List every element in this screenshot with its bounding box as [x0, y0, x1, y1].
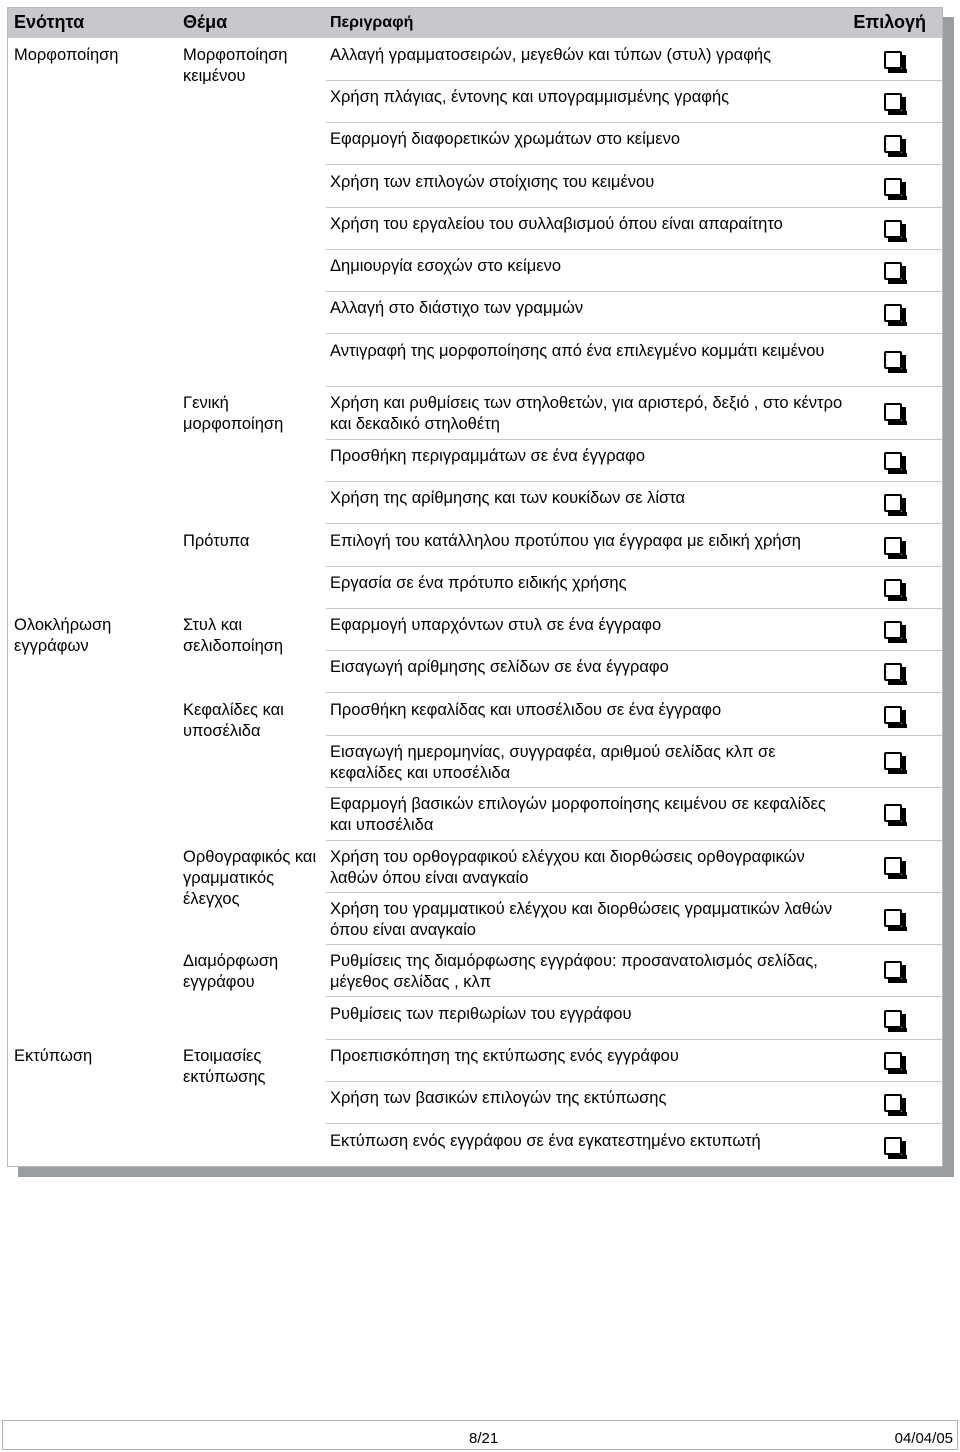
item-description: Εισαγωγή ημερομηνίας, συγγραφέα, αριθμού σελίδας κλπ σε κεφαλίδες και υποσέλιδα: [330, 743, 776, 782]
item-description: Προεπισκόπηση της εκτύπωσης ενός εγγράφου: [330, 1047, 679, 1065]
checkbox[interactable]: [884, 752, 902, 770]
row-divider: [326, 840, 942, 841]
item-description: Επιλογή του κατάλληλου προτύπου για έγγραφα με ειδική χρήση: [330, 532, 801, 550]
row-divider: [326, 996, 942, 997]
item-description: Χρήση των βασικών επιλογών της εκτύπωσης: [330, 1089, 667, 1107]
row-divider: [326, 1081, 942, 1082]
item-description: Προσθήκη περιγραμμάτων σε ένα έγγραφο: [330, 447, 646, 465]
checkbox[interactable]: [884, 909, 902, 927]
row-divider: [326, 566, 942, 567]
checkbox[interactable]: [884, 1137, 902, 1155]
checkbox[interactable]: [884, 1052, 902, 1070]
checkbox[interactable]: [884, 706, 902, 724]
checkbox[interactable]: [884, 1094, 902, 1112]
checkbox[interactable]: [884, 1010, 902, 1028]
checkbox[interactable]: [884, 220, 902, 238]
row-divider: [326, 333, 942, 334]
row-divider: [326, 386, 942, 387]
item-description: Εφαρμογή βασικών επιλογών μορφοποίησης κειμένου σε κεφαλίδες και υποσέλιδα: [330, 795, 826, 834]
header-topic: Θέμα: [183, 12, 228, 32]
row-divider: [326, 892, 942, 893]
checkbox[interactable]: [884, 304, 902, 322]
checkbox[interactable]: [884, 494, 902, 512]
row-divider: [326, 80, 942, 81]
row-divider: [326, 481, 942, 482]
item-description: Χρήση των επιλογών στοίχισης του κειμένου: [330, 173, 655, 191]
row-divider: [326, 249, 942, 250]
row-divider: [326, 735, 942, 736]
item-description: Εκτύπωση ενός εγγράφου σε ένα εγκατεστημένο εκτυπωτή: [330, 1132, 761, 1150]
row-divider: [326, 122, 942, 123]
item-description: Αλλαγή γραμματοσειρών, μεγεθών και τύπων (στυλ) γραφής: [330, 46, 772, 64]
row-divider: [326, 787, 942, 788]
row-divider: [326, 207, 942, 208]
row-divider: [326, 608, 942, 609]
checkbox[interactable]: [884, 579, 902, 597]
section-label: Μορφοποίηση: [14, 46, 119, 64]
page-number: 8/21: [469, 1430, 499, 1447]
item-description: Αλλαγή στο διάστιχο των γραμμών: [330, 299, 584, 317]
row-divider: [326, 164, 942, 165]
topic-label: Κεφαλίδες και υποσέλιδα: [183, 701, 284, 740]
topic-label: Ορθογραφικός και γραμματικός έλεγχος: [183, 848, 317, 908]
item-description: Χρήση και ρυθμίσεις των στηλοθετών, για αριστερό, δεξιό , στο κέντρο και δεκαδικό στηλοθέτη: [330, 394, 843, 433]
checkbox[interactable]: [884, 135, 902, 153]
checkbox[interactable]: [884, 93, 902, 111]
item-description: Χρήση του ορθογραφικού ελέγχου και διορθώσεις ορθογραφικών λαθών όπου είναι αναγκαίο: [330, 848, 805, 887]
item-description: Αντιγραφή της μορφοποίησης από ένα επιλεγμένο κομμάτι κειμένου: [330, 342, 825, 360]
item-description: Ρυθμίσεις των περιθωρίων του εγγράφου: [330, 1005, 632, 1023]
item-description: Εφαρμογή διαφορετικών χρωμάτων στο κείμενο: [330, 130, 681, 148]
section-label: Ολοκλήρωση εγγράφων: [14, 616, 112, 655]
checkbox[interactable]: [884, 51, 902, 69]
item-description: Προσθήκη κεφαλίδας και υποσέλιδου σε ένα έγγραφο: [330, 701, 722, 719]
footer-date: 04/04/05: [894, 1430, 953, 1447]
checkbox[interactable]: [884, 403, 902, 421]
table-header: [8, 8, 942, 38]
row-divider: [326, 439, 942, 440]
item-description: Χρήση της αρίθμησης και των κουκίδων σε λίστα: [330, 489, 686, 507]
page-footer: [2, 1420, 958, 1450]
row-divider: [326, 523, 942, 524]
checkbox[interactable]: [884, 961, 902, 979]
syllabus-table: [7, 7, 943, 1167]
header-description: Περιγραφή: [330, 14, 414, 31]
section-label: Εκτύπωση: [14, 1047, 93, 1065]
header-section: Ενότητα: [14, 12, 85, 32]
row-divider: [326, 1123, 942, 1124]
topic-label: Μορφοποίηση κειμένου: [183, 46, 288, 85]
checkbox[interactable]: [884, 621, 902, 639]
item-description: Χρήση πλάγιας, έντονης και υπογραμμισμένης γραφής: [330, 88, 730, 106]
checkbox[interactable]: [884, 857, 902, 875]
topic-label: Ετοιμασίες εκτύπωσης: [183, 1047, 266, 1086]
checkbox[interactable]: [884, 178, 902, 196]
checkbox[interactable]: [884, 663, 902, 681]
item-description: Εφαρμογή υπαρχόντων στυλ σε ένα έγγραφο: [330, 616, 662, 634]
checkbox[interactable]: [884, 537, 902, 555]
row-divider: [326, 650, 942, 651]
topic-label: Πρότυπα: [183, 532, 250, 550]
item-description: Εργασία σε ένα πρότυπο ειδικής χρήσης: [330, 574, 627, 592]
row-divider: [326, 1039, 942, 1040]
topic-label: Διαμόρφωση εγγράφου: [183, 952, 279, 991]
checkbox[interactable]: [884, 452, 902, 470]
row-divider: [326, 944, 942, 945]
topic-label: Γενική μορφοποίηση: [183, 394, 284, 433]
item-description: Χρήση του εργαλείου του συλλαβισμού όπου είναι απαραίτητο: [330, 215, 783, 233]
checkbox[interactable]: [884, 262, 902, 280]
row-divider: [326, 291, 942, 292]
topic-label: Στυλ και σελιδοποίηση: [183, 616, 284, 655]
item-description: Χρήση του γραμματικού ελέγχου και διορθώσεις γραμματικών λαθών όπου είναι αναγκαίο: [330, 900, 833, 939]
item-description: Δημιουργία εσοχών στο κείμενο: [330, 257, 561, 275]
checkbox[interactable]: [884, 351, 902, 369]
item-description: Εισαγωγή αρίθμησης σελίδων σε ένα έγγραφο: [330, 658, 669, 676]
item-description: Ρυθμίσεις της διαμόρφωσης εγγράφου: προσανατολισμός σελίδας, μέγεθος σελίδας , κλπ: [330, 952, 818, 991]
checkbox[interactable]: [884, 804, 902, 822]
header-choice: Επιλογή: [853, 12, 926, 32]
row-divider: [326, 692, 942, 693]
